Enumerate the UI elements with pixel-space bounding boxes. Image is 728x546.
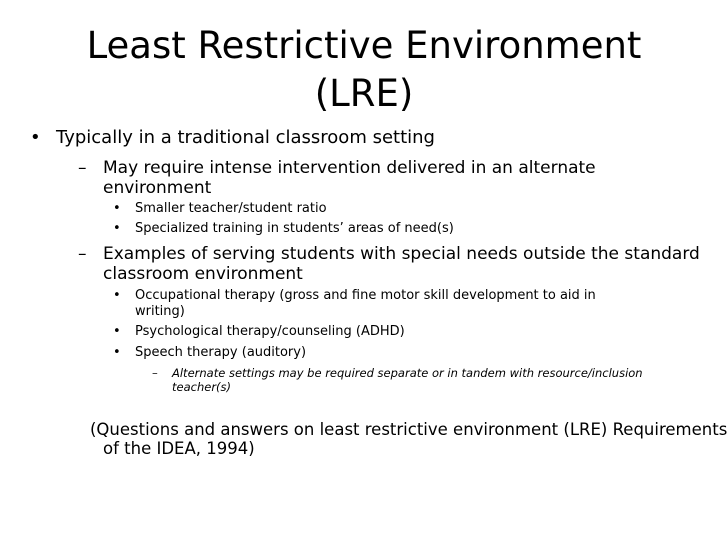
item-speech-therapy: Speech therapy (auditory) xyxy=(135,345,307,360)
dash-marker: – xyxy=(78,158,87,178)
subbullet-examples-line-2: classroom environment xyxy=(103,264,303,284)
bullet-marker: • xyxy=(113,324,121,339)
bullet-l1-traditional-setting: Typically in a traditional classroom setting xyxy=(56,127,435,148)
title-line-1: Least Restrictive Environment xyxy=(86,24,642,67)
subbullet-examples-line-1: Examples of serving students with special needs outside the standard xyxy=(103,244,700,264)
bullet-marker: • xyxy=(113,288,121,303)
note-alternate-settings-line-1: Alternate settings may be required separate or in tandem with resource/inclusion xyxy=(172,366,643,380)
citation-line-2: of the IDEA, 1994) xyxy=(103,439,255,458)
subbullet-intense-intervention-line-2: environment xyxy=(103,178,212,198)
subbullet-intense-intervention-line-1: May require intense intervention delivered in an alternate xyxy=(103,158,596,178)
note-alternate-settings-line-2: teacher(s) xyxy=(172,380,232,394)
citation-line-1: (Questions and answers on least restrictive environment (LRE) Requirements xyxy=(90,420,728,439)
bullet-marker: • xyxy=(113,221,121,236)
item-specialized-training: Specialized training in students’ areas of need(s) xyxy=(135,221,454,236)
bullet-marker: • xyxy=(113,345,121,360)
bullet-marker: • xyxy=(30,127,41,148)
item-smaller-ratio: Smaller teacher/student ratio xyxy=(135,201,327,216)
item-psychological-therapy: Psychological therapy/counseling (ADHD) xyxy=(135,324,405,339)
bullet-marker: • xyxy=(113,201,121,216)
dash-marker: – xyxy=(78,244,87,264)
item-occupational-therapy-line-1: Occupational therapy (gross and fine motor skill development to aid in xyxy=(135,288,596,303)
dash-marker: – xyxy=(152,366,158,380)
title-line-2: (LRE) xyxy=(314,72,414,115)
item-occupational-therapy-line-2: writing) xyxy=(135,304,185,319)
